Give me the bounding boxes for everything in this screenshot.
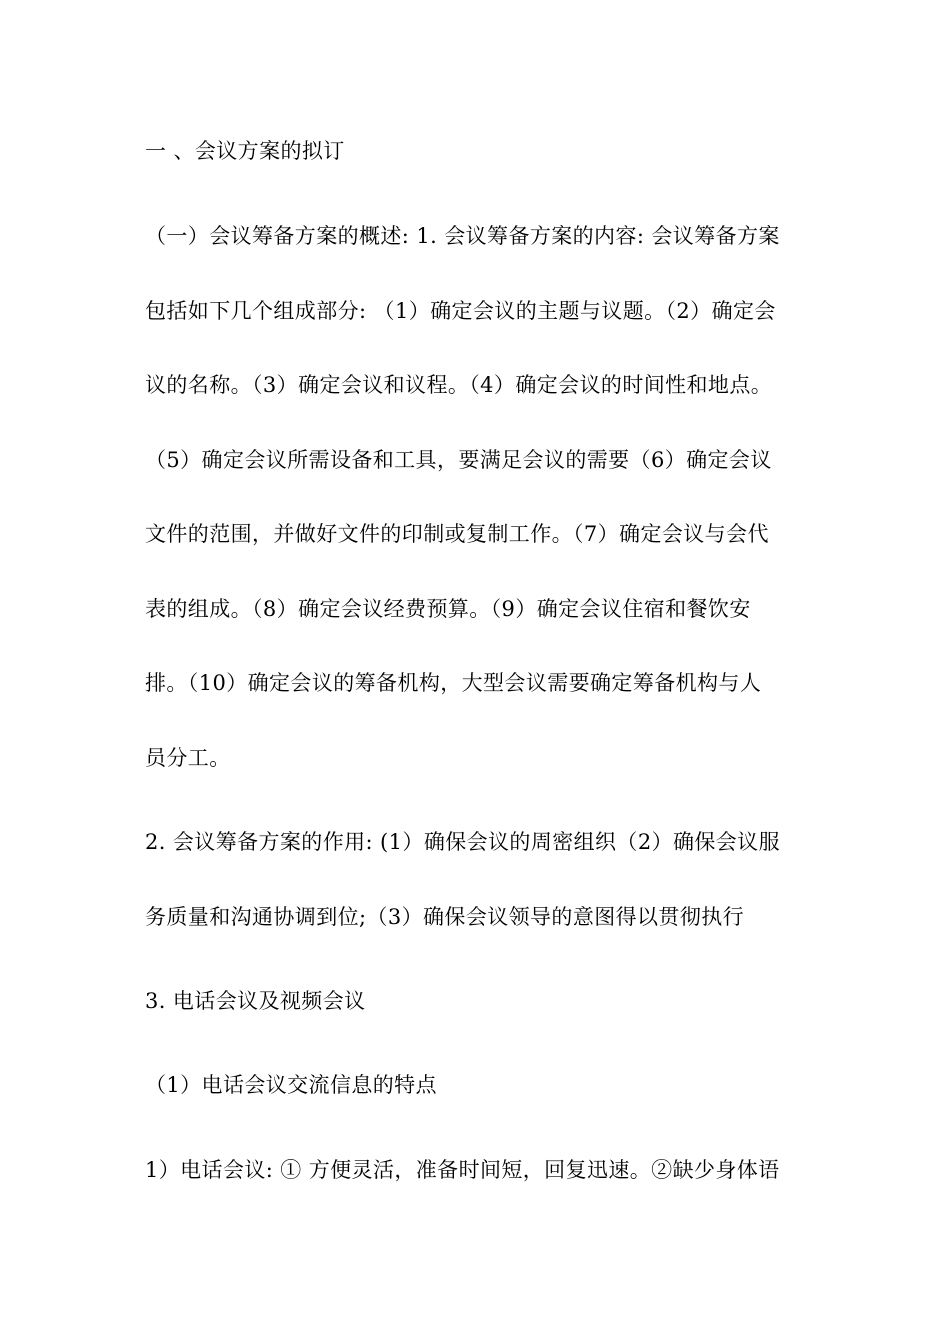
text-line: 包括如下几个组成部分: （1）确定会议的主题与议题。（2）确定会 xyxy=(145,299,776,323)
text-line: 务质量和沟通协调到位;（3）确保会议领导的意图得以贯彻执行 xyxy=(145,905,745,929)
text-line: （5）确定会议所需设备和工具，要满足会议的需要（6）确定会议 xyxy=(145,448,772,472)
section-heading: 一 、会议方案的拟订 xyxy=(145,139,345,163)
text-line: （一）会议筹备方案的概述: 1. 会议筹备方案的内容: 会议筹备方案 xyxy=(145,224,780,248)
text-line: 文件的范围，并做好文件的印制或复制工作。（7）确定会议与会代 xyxy=(145,522,769,546)
text-line: 2. 会议筹备方案的作用: (1）确保会议的周密组织（2）确保会议服 xyxy=(145,830,780,854)
text-line: 表的组成。（8）确定会议经费预算。（9）确定会议住宿和餐饮安 xyxy=(145,597,751,621)
subsection-heading: （1）电话会议交流信息的特点 xyxy=(145,1073,437,1097)
text-line: 排。（10）确定会议的筹备机构，大型会议需要确定筹备机构与人 xyxy=(145,671,762,695)
subsection-heading: 3. 电话会议及视频会议 xyxy=(145,989,366,1013)
text-line: 员分工。 xyxy=(145,746,231,770)
text-line: 议的名称。（3）确定会议和议程。（4）确定会议的时间性和地点。 xyxy=(145,373,773,397)
text-line: 1）电话会议: ① 方便灵活，准备时间短，回复迅速。②缺少身体语 xyxy=(145,1158,780,1182)
